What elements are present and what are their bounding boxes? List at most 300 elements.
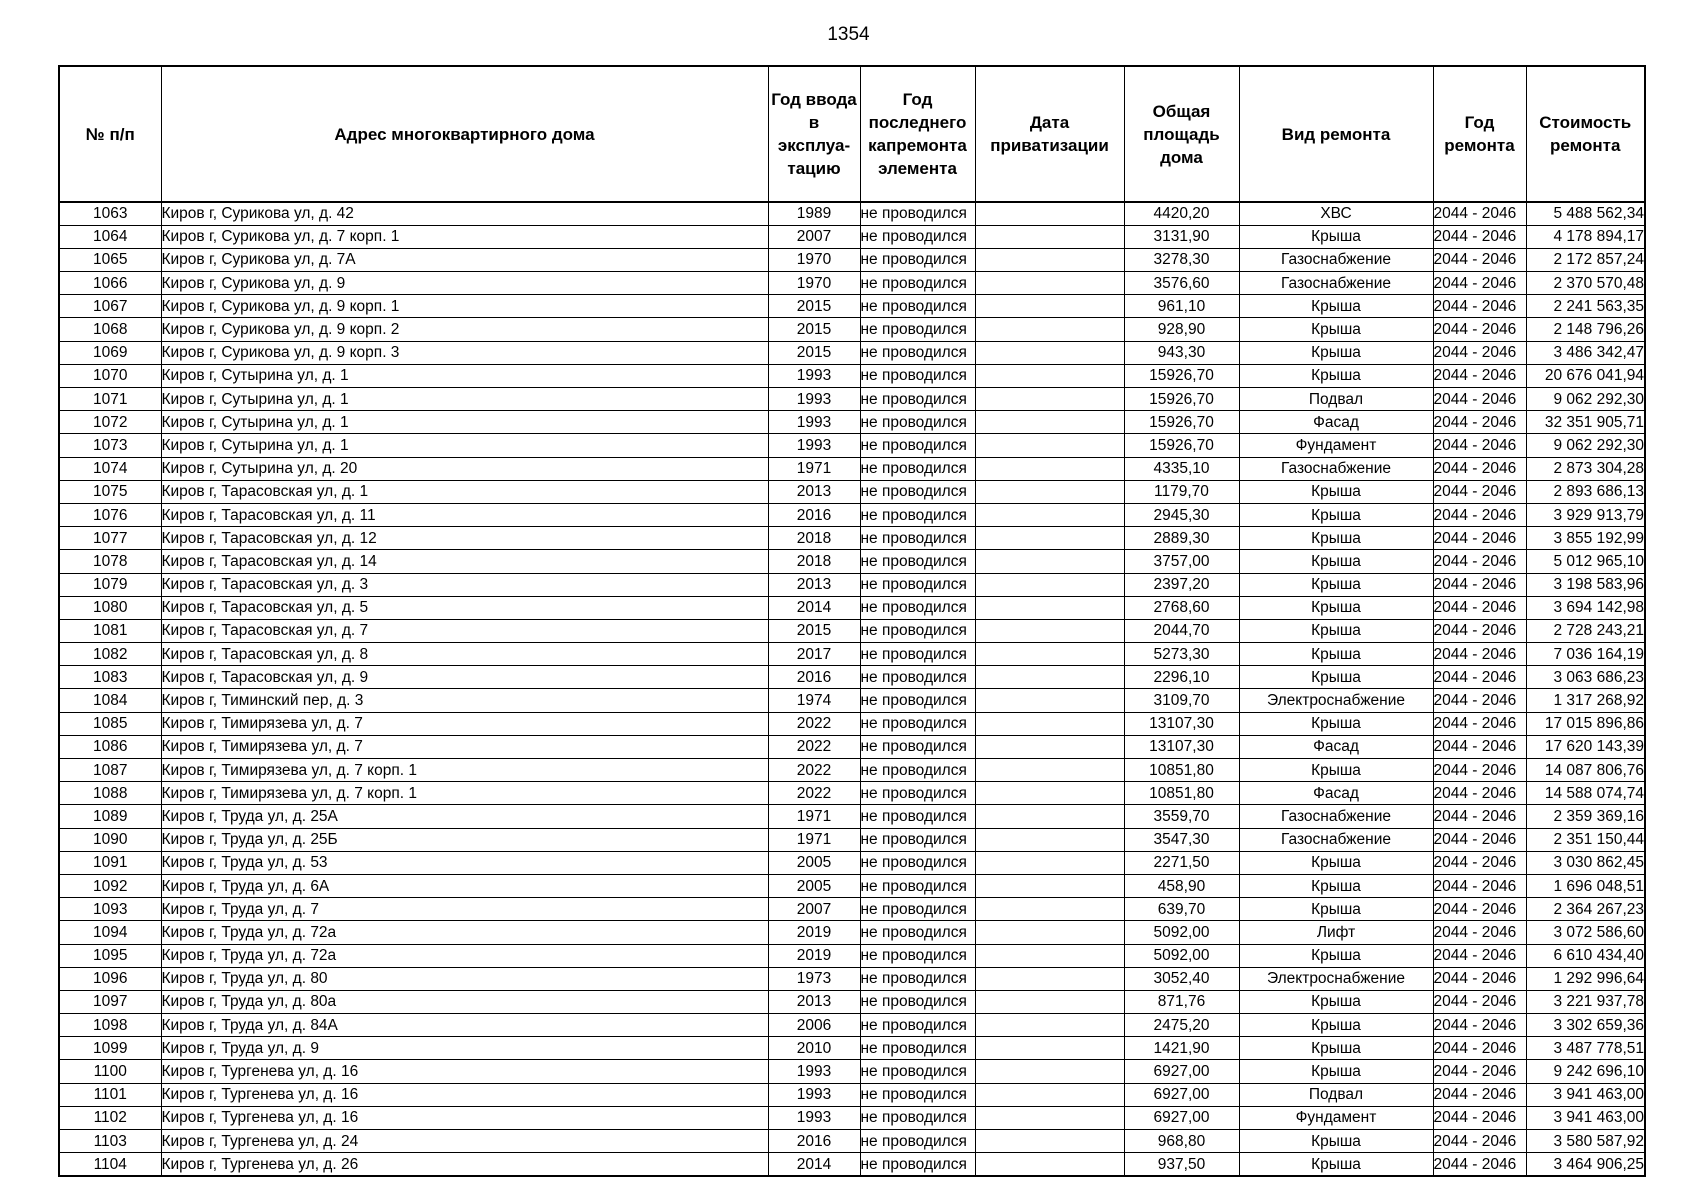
table-row [59, 272, 1645, 295]
repair-cost-cell: 9 062 292,30 [1526, 388, 1645, 411]
address-cell: Киров г, Тарасовская ул, д. 1 [161, 480, 768, 503]
year-commissioned-cell: 1993 [768, 411, 860, 434]
table-row [59, 411, 1645, 434]
total-area-cell: 13107,30 [1124, 735, 1239, 758]
row-number-cell: 1103 [59, 1130, 161, 1153]
table-row [59, 944, 1645, 967]
total-area-cell: 458,90 [1124, 874, 1239, 897]
repair-year-cell: 2044 - 2046 [1433, 1037, 1526, 1060]
year-commissioned-cell: 2005 [768, 851, 860, 874]
repair-year-cell: 2044 - 2046 [1433, 990, 1526, 1013]
privatization-date-cell [975, 782, 1124, 805]
privatization-date-cell [975, 318, 1124, 341]
privatization-date-cell [975, 619, 1124, 642]
last-repair-cell: не проводился [860, 828, 975, 851]
repair-year-cell: 2044 - 2046 [1433, 1060, 1526, 1083]
repair-cost-cell: 3 855 192,99 [1526, 527, 1645, 550]
year-commissioned-cell: 2018 [768, 527, 860, 550]
repair-type-cell: Лифт [1239, 921, 1433, 944]
last-repair-cell: не проводился [860, 295, 975, 318]
total-area-cell: 2271,50 [1124, 851, 1239, 874]
repair-cost-cell: 3 221 937,78 [1526, 990, 1645, 1013]
table-row [59, 527, 1645, 550]
repair-year-cell: 2044 - 2046 [1433, 272, 1526, 295]
year-commissioned-cell: 2022 [768, 759, 860, 782]
repair-year-cell: 2044 - 2046 [1433, 944, 1526, 967]
repair-year-cell: 2044 - 2046 [1433, 1014, 1526, 1037]
year-commissioned-cell: 2013 [768, 480, 860, 503]
address-cell: Киров г, Труда ул, д. 84А [161, 1014, 768, 1037]
last-repair-cell: не проводился [860, 990, 975, 1013]
address-cell: Киров г, Сутырина ул, д. 1 [161, 364, 768, 387]
row-number-cell: 1077 [59, 527, 161, 550]
year-commissioned-cell: 2010 [768, 1037, 860, 1060]
total-area-cell: 871,76 [1124, 990, 1239, 1013]
last-repair-cell: не проводился [860, 1106, 975, 1129]
table-row [59, 1083, 1645, 1106]
last-repair-cell: не проводился [860, 921, 975, 944]
repair-cost-cell: 3 198 583,96 [1526, 573, 1645, 596]
repair-type-cell: Подвал [1239, 388, 1433, 411]
repair-year-cell: 2044 - 2046 [1433, 225, 1526, 248]
row-number-cell: 1090 [59, 828, 161, 851]
year-commissioned-cell: 1971 [768, 457, 860, 480]
year-commissioned-cell: 1973 [768, 967, 860, 990]
privatization-date-cell [975, 1083, 1124, 1106]
address-cell: Киров г, Тарасовская ул, д. 12 [161, 527, 768, 550]
address-cell: Киров г, Тарасовская ул, д. 14 [161, 550, 768, 573]
total-area-cell: 4420,20 [1124, 202, 1239, 225]
total-area-cell: 5273,30 [1124, 643, 1239, 666]
row-number-cell: 1070 [59, 364, 161, 387]
total-area-cell: 961,10 [1124, 295, 1239, 318]
repair-type-cell: Крыша [1239, 851, 1433, 874]
address-cell: Киров г, Сутырина ул, д. 1 [161, 434, 768, 457]
total-area-cell: 3559,70 [1124, 805, 1239, 828]
privatization-date-cell [975, 735, 1124, 758]
repair-type-cell: Крыша [1239, 1153, 1433, 1176]
total-area-cell: 3278,30 [1124, 248, 1239, 271]
privatization-date-cell [975, 805, 1124, 828]
total-area-cell: 2768,60 [1124, 596, 1239, 619]
address-cell: Киров г, Тарасовская ул, д. 9 [161, 666, 768, 689]
table-row [59, 782, 1645, 805]
repair-type-cell: Газоснабжение [1239, 805, 1433, 828]
total-area-cell: 15926,70 [1124, 388, 1239, 411]
last-repair-cell: не проводился [860, 503, 975, 526]
last-repair-cell: не проводился [860, 1130, 975, 1153]
row-number-cell: 1087 [59, 759, 161, 782]
total-area-cell: 15926,70 [1124, 411, 1239, 434]
repair-type-cell: Газоснабжение [1239, 272, 1433, 295]
total-area-cell: 15926,70 [1124, 364, 1239, 387]
repair-cost-cell: 2 148 796,26 [1526, 318, 1645, 341]
table-row [59, 341, 1645, 364]
repair-type-cell: Газоснабжение [1239, 457, 1433, 480]
last-repair-cell: не проводился [860, 1153, 975, 1176]
address-cell: Киров г, Сурикова ул, д. 7 корп. 1 [161, 225, 768, 248]
row-number-cell: 1063 [59, 202, 161, 225]
privatization-date-cell [975, 1153, 1124, 1176]
privatization-date-cell [975, 1037, 1124, 1060]
repair-type-cell: Крыша [1239, 364, 1433, 387]
last-repair-cell: не проводился [860, 480, 975, 503]
address-cell: Киров г, Тимирязева ул, д. 7 [161, 735, 768, 758]
privatization-date-cell [975, 295, 1124, 318]
table-row [59, 619, 1645, 642]
last-repair-cell: не проводился [860, 805, 975, 828]
year-commissioned-cell: 2013 [768, 573, 860, 596]
privatization-date-cell [975, 341, 1124, 364]
table-row [59, 967, 1645, 990]
repair-cost-cell: 2 893 686,13 [1526, 480, 1645, 503]
year-commissioned-cell: 1993 [768, 388, 860, 411]
repair-type-cell: Крыша [1239, 1060, 1433, 1083]
repair-year-cell: 2044 - 2046 [1433, 619, 1526, 642]
row-number-cell: 1084 [59, 689, 161, 712]
repair-cost-cell: 1 292 996,64 [1526, 967, 1645, 990]
privatization-date-cell [975, 550, 1124, 573]
table-row [59, 666, 1645, 689]
table-row [59, 1153, 1645, 1176]
table-row [59, 1060, 1645, 1083]
privatization-date-cell [975, 272, 1124, 295]
address-cell: Киров г, Сутырина ул, д. 1 [161, 388, 768, 411]
address-cell: Киров г, Труда ул, д. 80а [161, 990, 768, 1013]
repair-cost-cell: 2 351 150,44 [1526, 828, 1645, 851]
last-repair-cell: не проводился [860, 619, 975, 642]
table-row [59, 1014, 1645, 1037]
privatization-date-cell [975, 457, 1124, 480]
total-area-cell: 2475,20 [1124, 1014, 1239, 1037]
privatization-date-cell [975, 596, 1124, 619]
address-cell: Киров г, Труда ул, д. 72а [161, 944, 768, 967]
year-commissioned-cell: 2015 [768, 341, 860, 364]
repair-type-cell: Крыша [1239, 759, 1433, 782]
repair-type-cell: Крыша [1239, 295, 1433, 318]
total-area-cell: 1179,70 [1124, 480, 1239, 503]
repair-cost-cell: 2 873 304,28 [1526, 457, 1645, 480]
year-commissioned-cell: 2015 [768, 318, 860, 341]
address-cell: Киров г, Сурикова ул, д. 9 корп. 2 [161, 318, 768, 341]
address-cell: Киров г, Сурикова ул, д. 9 корп. 1 [161, 295, 768, 318]
privatization-date-cell [975, 828, 1124, 851]
total-area-cell: 3131,90 [1124, 225, 1239, 248]
address-cell: Киров г, Сурикова ул, д. 7А [161, 248, 768, 271]
total-area-cell: 928,90 [1124, 318, 1239, 341]
repair-year-cell: 2044 - 2046 [1433, 712, 1526, 735]
last-repair-cell: не проводился [860, 782, 975, 805]
row-number-cell: 1065 [59, 248, 161, 271]
last-repair-cell: не проводился [860, 248, 975, 271]
row-number-cell: 1097 [59, 990, 161, 1013]
row-number-cell: 1104 [59, 1153, 161, 1176]
row-number-cell: 1078 [59, 550, 161, 573]
year-commissioned-cell: 2015 [768, 619, 860, 642]
address-cell: Киров г, Труда ул, д. 7 [161, 898, 768, 921]
repair-cost-cell: 3 063 686,23 [1526, 666, 1645, 689]
repair-year-cell: 2044 - 2046 [1433, 643, 1526, 666]
privatization-date-cell [975, 411, 1124, 434]
row-number-cell: 1094 [59, 921, 161, 944]
last-repair-cell: не проводился [860, 1014, 975, 1037]
repair-year-cell: 2044 - 2046 [1433, 388, 1526, 411]
row-number-cell: 1071 [59, 388, 161, 411]
address-cell: Киров г, Тургенева ул, д. 16 [161, 1106, 768, 1129]
repair-cost-cell: 2 364 267,23 [1526, 898, 1645, 921]
address-cell: Киров г, Труда ул, д. 25Б [161, 828, 768, 851]
table-row [59, 874, 1645, 897]
table-row [59, 735, 1645, 758]
address-cell: Киров г, Тиминский пер, д. 3 [161, 689, 768, 712]
privatization-date-cell [975, 434, 1124, 457]
table-row [59, 550, 1645, 573]
address-cell: Киров г, Тарасовская ул, д. 8 [161, 643, 768, 666]
repair-type-cell: Электроснабжение [1239, 689, 1433, 712]
header-repair-type: Вид ремонта [1239, 66, 1433, 202]
repair-type-cell: Крыша [1239, 990, 1433, 1013]
repair-type-cell: Крыша [1239, 550, 1433, 573]
total-area-cell: 3109,70 [1124, 689, 1239, 712]
repair-year-cell: 2044 - 2046 [1433, 457, 1526, 480]
table-row [59, 1130, 1645, 1153]
repair-year-cell: 2044 - 2046 [1433, 874, 1526, 897]
row-number-cell: 1102 [59, 1106, 161, 1129]
table-row [59, 990, 1645, 1013]
total-area-cell: 2889,30 [1124, 527, 1239, 550]
repair-year-cell: 2044 - 2046 [1433, 735, 1526, 758]
year-commissioned-cell: 2015 [768, 295, 860, 318]
privatization-date-cell [975, 527, 1124, 550]
year-commissioned-cell: 1970 [768, 248, 860, 271]
last-repair-cell: не проводился [860, 457, 975, 480]
last-repair-cell: не проводился [860, 272, 975, 295]
last-repair-cell: не проводился [860, 1083, 975, 1106]
row-number-cell: 1069 [59, 341, 161, 364]
repair-cost-cell: 6 610 434,40 [1526, 944, 1645, 967]
repair-year-cell: 2044 - 2046 [1433, 434, 1526, 457]
privatization-date-cell [975, 388, 1124, 411]
last-repair-cell: не проводился [860, 643, 975, 666]
table-row [59, 388, 1645, 411]
privatization-date-cell [975, 1014, 1124, 1037]
repair-year-cell: 2044 - 2046 [1433, 341, 1526, 364]
total-area-cell: 6927,00 [1124, 1083, 1239, 1106]
repair-cost-cell: 14 087 806,76 [1526, 759, 1645, 782]
address-cell: Киров г, Тимирязева ул, д. 7 [161, 712, 768, 735]
repair-cost-cell: 32 351 905,71 [1526, 411, 1645, 434]
repair-cost-cell: 2 728 243,21 [1526, 619, 1645, 642]
total-area-cell: 4335,10 [1124, 457, 1239, 480]
year-commissioned-cell: 1993 [768, 1106, 860, 1129]
repair-year-cell: 2044 - 2046 [1433, 573, 1526, 596]
year-commissioned-cell: 2007 [768, 225, 860, 248]
repair-cost-cell: 2 172 857,24 [1526, 248, 1645, 271]
header-total-area: Общая площадь дома [1124, 66, 1239, 202]
last-repair-cell: не проводился [860, 341, 975, 364]
repair-cost-cell: 5 012 965,10 [1526, 550, 1645, 573]
address-cell: Киров г, Сурикова ул, д. 9 корп. 3 [161, 341, 768, 364]
last-repair-cell: не проводился [860, 434, 975, 457]
total-area-cell: 2296,10 [1124, 666, 1239, 689]
repair-type-cell: Крыша [1239, 596, 1433, 619]
privatization-date-cell [975, 712, 1124, 735]
last-repair-cell: не проводился [860, 318, 975, 341]
total-area-cell: 10851,80 [1124, 759, 1239, 782]
total-area-cell: 13107,30 [1124, 712, 1239, 735]
year-commissioned-cell: 2007 [768, 898, 860, 921]
last-repair-cell: не проводился [860, 874, 975, 897]
repair-type-cell: Крыша [1239, 480, 1433, 503]
row-number-cell: 1101 [59, 1083, 161, 1106]
repair-cost-cell: 3 941 463,00 [1526, 1106, 1645, 1129]
header-repair-cost: Стоимость ремонта [1526, 66, 1645, 202]
address-cell: Киров г, Труда ул, д. 9 [161, 1037, 768, 1060]
address-cell: Киров г, Тарасовская ул, д. 11 [161, 503, 768, 526]
repair-type-cell: Фасад [1239, 411, 1433, 434]
year-commissioned-cell: 2016 [768, 1130, 860, 1153]
total-area-cell: 6927,00 [1124, 1106, 1239, 1129]
total-area-cell: 3052,40 [1124, 967, 1239, 990]
table-row [59, 898, 1645, 921]
last-repair-cell: не проводился [860, 898, 975, 921]
address-cell: Киров г, Сутырина ул, д. 20 [161, 457, 768, 480]
privatization-date-cell [975, 898, 1124, 921]
repair-type-cell: Крыша [1239, 944, 1433, 967]
page-number: 1354 [827, 24, 870, 45]
repair-cost-cell: 2 370 570,48 [1526, 272, 1645, 295]
repair-year-cell: 2044 - 2046 [1433, 666, 1526, 689]
repair-cost-cell: 3 464 906,25 [1526, 1153, 1645, 1176]
year-commissioned-cell: 1970 [768, 272, 860, 295]
repair-cost-cell: 3 487 778,51 [1526, 1037, 1645, 1060]
total-area-cell: 2397,20 [1124, 573, 1239, 596]
table-row [59, 596, 1645, 619]
table-row [59, 828, 1645, 851]
row-number-cell: 1076 [59, 503, 161, 526]
last-repair-cell: не проводился [860, 689, 975, 712]
repair-cost-cell: 9 062 292,30 [1526, 434, 1645, 457]
repair-cost-cell: 3 929 913,79 [1526, 503, 1645, 526]
repair-cost-cell: 3 302 659,36 [1526, 1014, 1645, 1037]
repair-type-cell: Крыша [1239, 573, 1433, 596]
total-area-cell: 2044,70 [1124, 619, 1239, 642]
repair-type-cell: Крыша [1239, 643, 1433, 666]
repair-type-cell: Крыша [1239, 318, 1433, 341]
year-commissioned-cell: 2018 [768, 550, 860, 573]
address-cell: Киров г, Тарасовская ул, д. 7 [161, 619, 768, 642]
year-commissioned-cell: 2014 [768, 596, 860, 619]
repair-cost-cell: 2 241 563,35 [1526, 295, 1645, 318]
privatization-date-cell [975, 1106, 1124, 1129]
row-number-cell: 1095 [59, 944, 161, 967]
last-repair-cell: не проводился [860, 1037, 975, 1060]
table-header-row [59, 66, 1645, 202]
year-commissioned-cell: 1971 [768, 805, 860, 828]
repair-year-cell: 2044 - 2046 [1433, 689, 1526, 712]
year-commissioned-cell: 2022 [768, 712, 860, 735]
last-repair-cell: не проводился [860, 944, 975, 967]
repair-type-cell: Газоснабжение [1239, 828, 1433, 851]
row-number-cell: 1096 [59, 967, 161, 990]
repair-year-cell: 2044 - 2046 [1433, 503, 1526, 526]
header-address: Адрес многоквартирного дома [161, 66, 768, 202]
row-number-cell: 1072 [59, 411, 161, 434]
repair-year-cell: 2044 - 2046 [1433, 967, 1526, 990]
table-row [59, 457, 1645, 480]
table-row [59, 225, 1645, 248]
repair-cost-cell: 5 488 562,34 [1526, 202, 1645, 225]
row-number-cell: 1092 [59, 874, 161, 897]
privatization-date-cell [975, 990, 1124, 1013]
privatization-date-cell [975, 503, 1124, 526]
last-repair-cell: не проводился [860, 596, 975, 619]
total-area-cell: 3757,00 [1124, 550, 1239, 573]
row-number-cell: 1067 [59, 295, 161, 318]
total-area-cell: 937,50 [1124, 1153, 1239, 1176]
repair-type-cell: Крыша [1239, 874, 1433, 897]
repair-cost-cell: 20 676 041,94 [1526, 364, 1645, 387]
last-repair-cell: не проводился [860, 225, 975, 248]
year-commissioned-cell: 2013 [768, 990, 860, 1013]
table-row [59, 689, 1645, 712]
address-cell: Киров г, Сурикова ул, д. 42 [161, 202, 768, 225]
row-number-cell: 1082 [59, 643, 161, 666]
row-number-cell: 1100 [59, 1060, 161, 1083]
repair-cost-cell: 1 696 048,51 [1526, 874, 1645, 897]
table-row [59, 480, 1645, 503]
row-number-cell: 1080 [59, 596, 161, 619]
repair-type-cell: Крыша [1239, 712, 1433, 735]
repair-year-cell: 2044 - 2046 [1433, 898, 1526, 921]
repair-year-cell: 2044 - 2046 [1433, 1130, 1526, 1153]
privatization-date-cell [975, 759, 1124, 782]
repair-cost-cell: 4 178 894,17 [1526, 225, 1645, 248]
repair-year-cell: 2044 - 2046 [1433, 805, 1526, 828]
privatization-date-cell [975, 480, 1124, 503]
total-area-cell: 3547,30 [1124, 828, 1239, 851]
privatization-date-cell [975, 689, 1124, 712]
privatization-date-cell [975, 248, 1124, 271]
repair-year-cell: 2044 - 2046 [1433, 1083, 1526, 1106]
repair-year-cell: 2044 - 2046 [1433, 1153, 1526, 1176]
repair-year-cell: 2044 - 2046 [1433, 550, 1526, 573]
table-row [59, 248, 1645, 271]
repair-type-cell: Крыша [1239, 1014, 1433, 1037]
year-commissioned-cell: 1993 [768, 1060, 860, 1083]
repair-type-cell: Крыша [1239, 1037, 1433, 1060]
row-number-cell: 1075 [59, 480, 161, 503]
row-number-cell: 1073 [59, 434, 161, 457]
last-repair-cell: не проводился [860, 666, 975, 689]
year-commissioned-cell: 2017 [768, 643, 860, 666]
year-commissioned-cell: 2016 [768, 666, 860, 689]
table-row [59, 364, 1645, 387]
table-row [59, 573, 1645, 596]
row-number-cell: 1064 [59, 225, 161, 248]
total-area-cell: 15926,70 [1124, 434, 1239, 457]
repair-type-cell: Фасад [1239, 782, 1433, 805]
address-cell: Киров г, Труда ул, д. 25А [161, 805, 768, 828]
repair-cost-cell: 3 941 463,00 [1526, 1083, 1645, 1106]
repair-cost-cell: 3 072 586,60 [1526, 921, 1645, 944]
repair-type-cell: Газоснабжение [1239, 248, 1433, 271]
total-area-cell: 1421,90 [1124, 1037, 1239, 1060]
header-year-commissioned: Год ввода в эксплуа-тацию [768, 66, 860, 202]
repair-cost-cell: 3 486 342,47 [1526, 341, 1645, 364]
repair-year-cell: 2044 - 2046 [1433, 596, 1526, 619]
total-area-cell: 2945,30 [1124, 503, 1239, 526]
